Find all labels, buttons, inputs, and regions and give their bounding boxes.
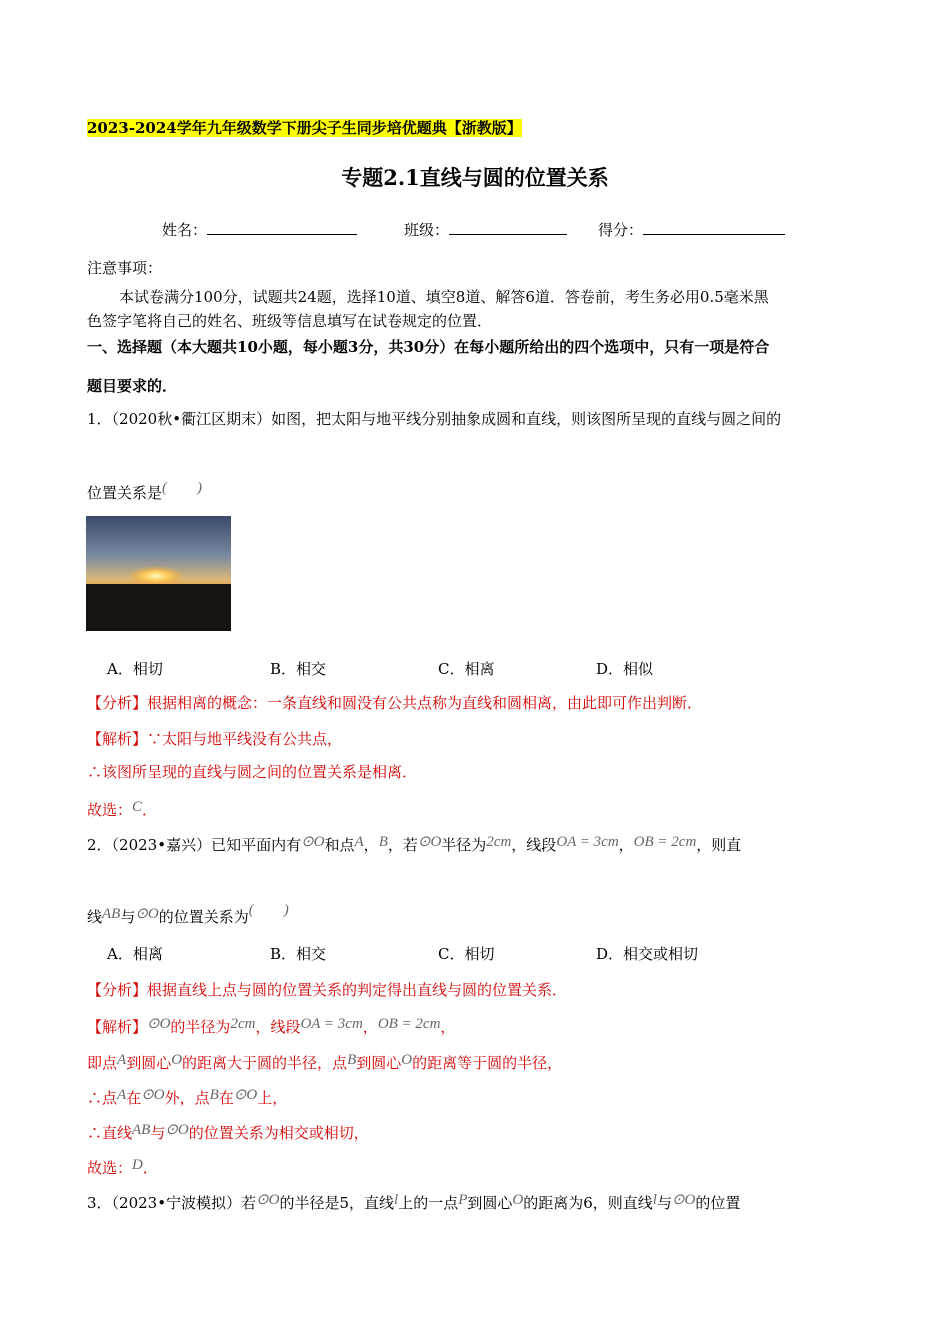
q1-option-a[interactable]: A．相切 (107, 660, 163, 678)
q2-option-b[interactable]: B．相交 (270, 945, 327, 963)
q1-option-b[interactable]: B．相交 (270, 660, 327, 678)
score-blank[interactable] (643, 220, 785, 235)
name-blank[interactable] (207, 220, 357, 235)
ground (86, 584, 231, 631)
q1-solution-line-2: ∴该图所呈现的直线与圆之间的位置关系是相离． (87, 763, 418, 781)
notice-heading: 注意事项： (87, 259, 163, 277)
q2-stem-line-2: 线AB与⊙O的位置关系为( ) (87, 902, 289, 926)
q1-stem-line-1: 1．（2020秋•衢江区期末）如图，把太阳与地平线分别抽象成圆和直线，则该图所呈现的直线与圆之间的 (87, 410, 782, 428)
class-field[interactable]: 班级： (404, 219, 567, 240)
class-blank[interactable] (449, 220, 567, 235)
q2-solution-line-3: ∴点A在⊙O外，点B在⊙O上， (87, 1087, 288, 1107)
series-title: 2023-2024学年九年级数学下册尖子生同步培优题典【浙教版】 (87, 119, 522, 137)
q1-analysis: 【分析】根据相离的概念：一条直线和圆没有公共点称为直线和圆相离，由此即可作出判断． (87, 694, 703, 712)
notice-line-2: 色签字笔将自己的姓名、班级等信息填写在试卷规定的位置． (87, 312, 493, 330)
sun (128, 566, 184, 586)
q2-option-c[interactable]: C．相切 (438, 945, 495, 963)
q2-solution-line-4: ∴直线AB与⊙O的位置关系为相交或相切， (87, 1122, 369, 1142)
q2-answer: 故选：D． (87, 1157, 158, 1177)
q1-stem-line-2: 位置关系是( ) (87, 480, 203, 502)
q2-analysis: 【分析】根据直线上点与圆的位置关系的判定得出直线与圆的位置关系． (87, 981, 568, 999)
notice-line-1: 本试卷满分100分，试题共24题，选择10道、填空8道、解答6道．答卷前，考生务必用0.5毫米黑 (119, 288, 769, 306)
q2-option-d[interactable]: D．相交或相切 (596, 945, 699, 963)
q1-option-c[interactable]: C．相离 (438, 660, 495, 678)
q1-answer: 故选：C． (87, 799, 158, 819)
section-heading-line-2: 题目要求的． (87, 377, 178, 395)
q3-stem-line-1: 3．（2023•宁波模拟）若⊙O的半径是5，直线l上的一点P到圆心O的距离为6，则直线l与⊙O的位置 (87, 1192, 741, 1212)
topic-title: 专题2.1直线与圆的位置关系 (341, 165, 609, 190)
q2-solution-line-1: 【解析】⊙O的半径为2cm，线段OA = 3cm，OB = 2cm， (87, 1016, 456, 1036)
sunset-photo (86, 516, 231, 631)
q2-option-a[interactable]: A．相离 (107, 945, 163, 963)
q2-stem-line-1: 2．（2023•嘉兴）已知平面内有⊙O和点A，B，若⊙O半径为2cm，线段OA = 3cm，OB = 2cm，则直 (87, 834, 742, 854)
q1-solution-line-1: 【解析】∵太阳与地平线没有公共点， (87, 730, 343, 748)
section-heading-line-1: 一、选择题（本大题共10小题，每小题3分，共30分）在每小题所给出的四个选项中，只有一项是符合 (87, 338, 770, 356)
name-field[interactable]: 姓名： (162, 219, 357, 240)
q1-option-d[interactable]: D．相似 (596, 660, 654, 678)
q2-solution-line-2: 即点A到圆心O的距离大于圆的半径，点B到圆心O的距离等于圆的半径， (87, 1052, 563, 1072)
score-field[interactable]: 得分： (598, 219, 785, 240)
